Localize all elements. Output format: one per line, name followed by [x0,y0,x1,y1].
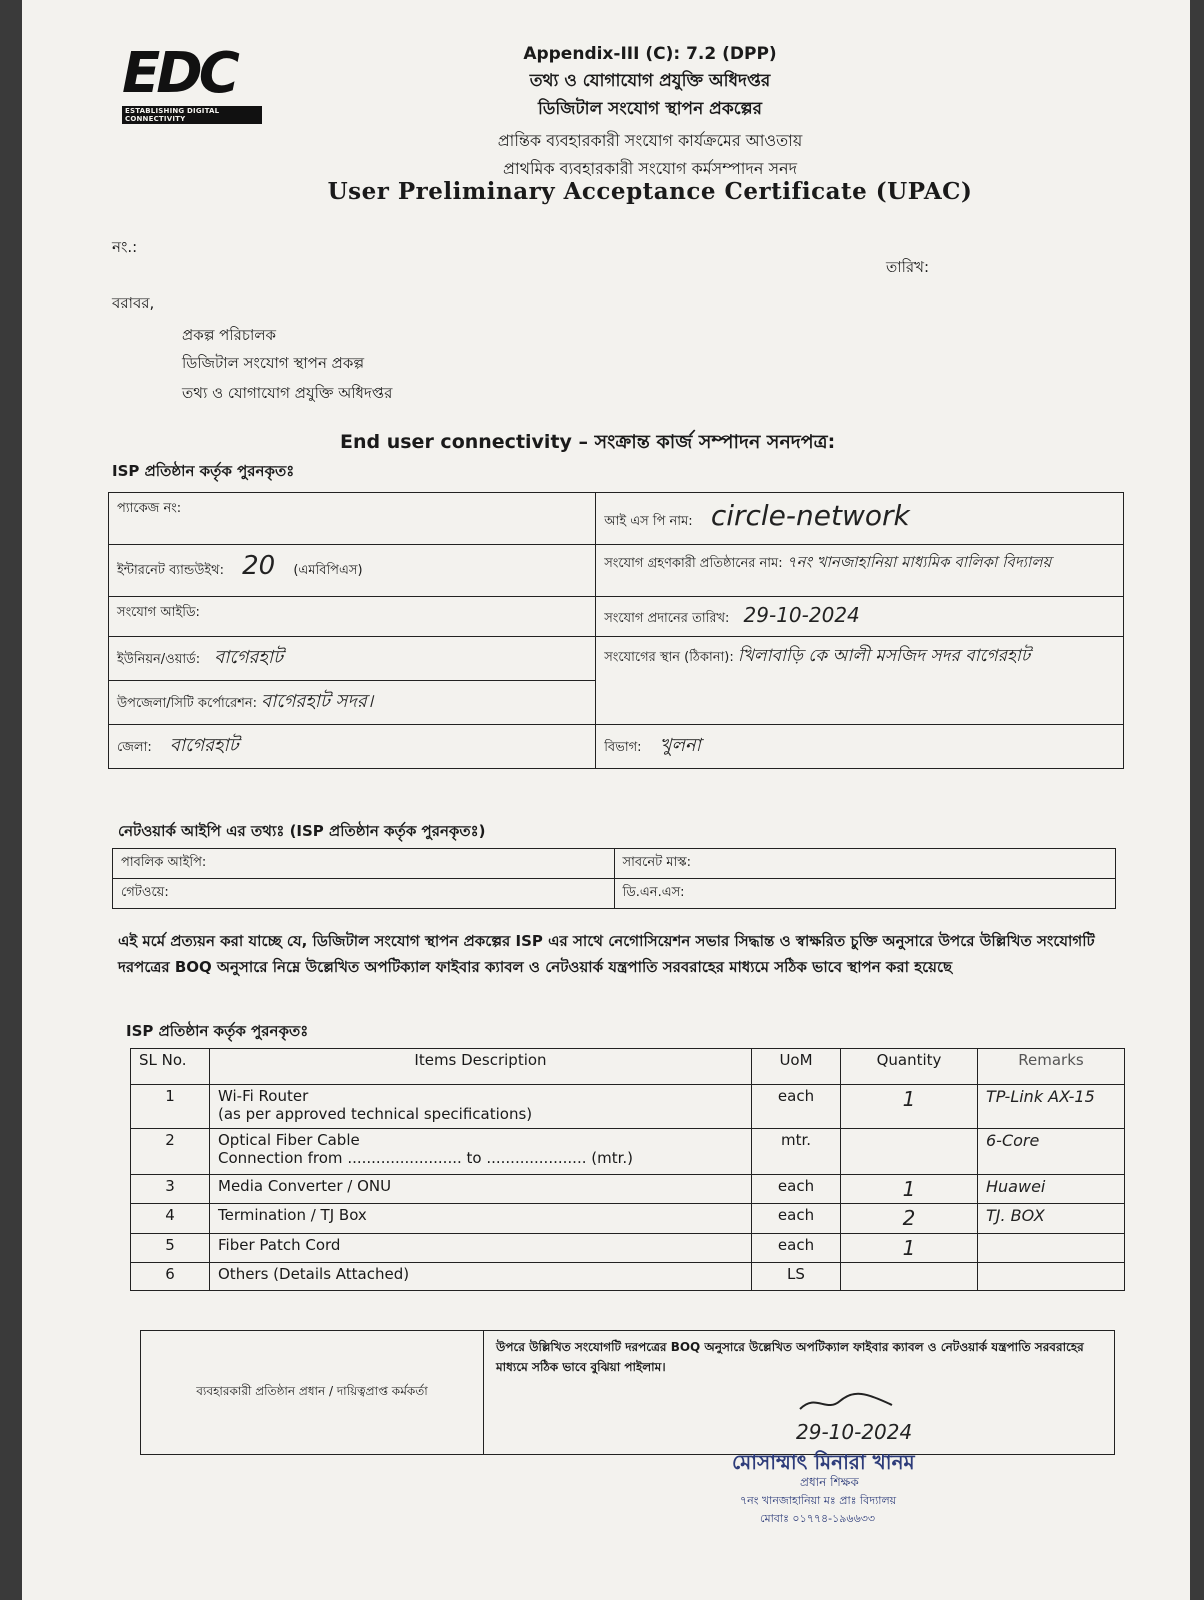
recipient-line-3: তথ্য ও যোগাযোগ প্রযুক্তি অধিদপ্তর [182,384,393,402]
district-cell [109,725,596,769]
address-label: সংযোগের স্থান (ঠিকানা): [604,650,734,665]
conn-id-label: সংযোগ আইডি: [117,605,200,620]
row-quantity: 1 [841,1175,978,1204]
union-label: ইউনিয়ন/ওয়ার্ড: [117,652,201,667]
col-uom: UoM [752,1049,841,1085]
public-ip-label: পাবলিক আইপি: [121,855,207,870]
gateway-label: গেটওয়ে: [121,885,169,900]
row-desc-main: Optical Fiber Cable [218,1131,360,1149]
address-cell [596,637,1124,725]
dns-cell [614,879,1116,909]
edc-logo [122,41,262,128]
header-line-4: প্রাথমিক ব্যবহারকারী সংযোগ কর্মসম্পাদন সনদ [503,159,797,178]
stamp-phone: মোবাঃ ০১৭৭৪-১৯৬৬৩৩ [760,1512,876,1525]
row-remarks: Huawei [978,1175,1125,1204]
table-row [131,1175,1125,1204]
bandwidth-cell [109,545,596,597]
receiver-label: সংযোগ গ্রহণকারী প্রতিষ্ঠানের নাম: [604,556,783,571]
signoff-table [140,1330,1115,1455]
isp-filled-label: ISP প্রতিষ্ঠান কর্তৃক পুরনকৃতঃ [112,462,295,480]
subnet-label: সাবনেট মাস্ক: [622,855,692,870]
header-line-2: ডিজিটাল সংযোগ স্থাপন প্রকল্পের [537,99,763,119]
table-row [131,1129,1125,1175]
row-sl: 1 [131,1085,210,1129]
col-remarks: Remarks [978,1049,1125,1085]
header-line-1: তথ্য ও যোগাযোগ প্রযুক্তি অধিদপ্তর [529,71,771,91]
row-sl: 4 [131,1204,210,1234]
union-value: বাগেরহাট [214,647,283,668]
row-description: Termination / TJ Box [210,1204,752,1234]
sign-date: 29-10-2024 [796,1420,913,1444]
col-description: Items Description [210,1049,752,1085]
package-label: প্যাকেজ নং: [117,501,182,516]
union-cell [109,637,596,681]
row-description [210,1085,752,1129]
package-cell [109,493,596,545]
table-row [131,1263,1125,1291]
dns-label: ডি.এন.এস: [622,885,685,900]
district-label: জেলা: [117,740,152,755]
subnet-cell [614,849,1116,879]
conn-date-cell [596,597,1124,637]
certification-paragraph: এই মর্মে প্রত্যয়ন করা যাচ্ছে যে, ডিজিটাল সংযোগ স্থাপন প্রকল্পের ISP এর সাথে নেগোসিয়েশন সভার সিদ্ধান্ত ও স্বাক্ষরিত চুক্তি অনুসারে উপরে উল্লিখিত সংযোগটি দরপত্রের BOQ অনুসারে নিম্নে উল্লেখিত অপটিক্যাল ফাইবার ক্যাবল ও নেটওয়ার্ক যন্ত্রপাতি সরবরাহের মাধ্যমে সঠিক ভাবে স্থাপন করা হয়েছে [118,932,1095,976]
row-quantity: 2 [841,1204,978,1234]
address-value: খিলাবাড়ি কে আলী মসজিদ সদর বাগেরহাট [737,646,1031,666]
division-value: খুলনা [659,735,701,756]
row-remarks [978,1263,1125,1291]
upazila-cell [109,681,596,725]
upazila-value: বাগেরহাট সদর। [261,691,374,712]
subject-line: End user connectivity – সংক্রান্ত কার্জ সম্পাদন সনদপত্র: [340,431,836,453]
recipient-line-1: প্রকল্প পরিচালক [182,326,277,344]
signoff-statement: উপরে উল্লিখিত সংযোগটি দরপত্রের BOQ অনুসারে উল্লেখিত অপটিক্যাল ফাইবার ক্যাবল ও নেটওয়ার্ক যন্ত্রপাতি সরবরাহের মাধ্যমে সঠিক ভাবে বুঝিয়া পাইলাম। [496,1340,1084,1374]
signoff-right-cell [484,1331,1115,1455]
row-description: Others (Details Attached) [210,1263,752,1291]
logo-text: EDC [122,41,236,106]
row-description [210,1129,752,1175]
row-uom: each [752,1204,841,1234]
row-sl: 5 [131,1234,210,1263]
col-quantity: Quantity [841,1049,978,1085]
district-value: বাগেরহাট [169,735,239,756]
bandwidth-value: 20 [242,551,276,581]
division-label: বিভাগ: [604,740,642,755]
row-sl: 6 [131,1263,210,1291]
table-row [131,1085,1125,1129]
items-table [130,1048,1125,1291]
network-table [112,848,1116,909]
row-quantity [841,1263,978,1291]
row-uom: mtr. [752,1129,841,1175]
items-filled-label: ISP প্রতিষ্ঠান কর্তৃক পুরনকৃতঃ [126,1022,309,1040]
logo-subtitle: ESTABLISHING DIGITAL CONNECTIVITY [122,106,262,124]
row-uom: each [752,1085,841,1129]
row-description: Media Converter / ONU [210,1175,752,1204]
header-line-3: প্রান্তিক ব্যবহারকারী সংযোগ কার্যক্রমের আওতায় [497,131,803,150]
date-label: তারিখ: [886,258,930,276]
row-quantity: 1 [841,1234,978,1263]
bandwidth-label: ইন্টারনেট ব্যান্ডউইথ: [117,563,224,578]
row-remarks: TJ. BOX [978,1204,1125,1234]
conn-date-value: 29-10-2024 [743,603,860,627]
row-desc-sub: (as per approved technical specifications) [218,1105,533,1123]
isp-name-cell [596,493,1124,545]
receiver-value: ৭নং খানজাহানিয়া মাধ্যমিক বালিকা বিদ্যালয় [786,553,1052,571]
table-row [131,1234,1125,1263]
row-sl: 2 [131,1129,210,1175]
col-sl: SL No. [131,1049,210,1085]
public-ip-cell [113,849,615,879]
row-desc-sub: Connection from ........................ to ..................... (mtr.) [218,1149,633,1167]
row-remarks: TP-Link AX-15 [978,1085,1125,1129]
row-uom: each [752,1175,841,1204]
appendix-label: Appendix-III (C): 7.2 (DPP) [523,44,777,64]
conn-date-label: সংযোগ প্রদানের তারিখ: [604,611,730,626]
connection-info-table [108,492,1124,769]
to-label: বরাবর, [112,294,155,312]
signoff-left-label: ব্যবহারকারী প্রতিষ্ঠান প্রধান / দায়িত্বপ্রাপ্ত কর্মকর্তা [196,1383,428,1398]
division-cell [596,725,1124,769]
bandwidth-unit: (এমবিপিএস) [293,563,363,578]
row-remarks: 6-Core [978,1129,1125,1175]
upazila-label: উপজেলা/সিটি কর্পোরেশন: [117,696,258,711]
signoff-left-cell [141,1331,484,1455]
ref-no-label: নং.: [112,238,138,256]
row-remarks [978,1234,1125,1263]
stamp-name: মোসাম্মাৎ মিনারা খানম [732,1450,915,1474]
row-quantity: 1 [841,1085,978,1129]
signature-scribble [796,1391,896,1415]
isp-name-label: আই এস পি নাম: [604,514,693,529]
isp-name-value: circle-network [710,499,910,532]
row-uom: each [752,1234,841,1263]
gateway-cell [113,879,615,909]
stamp-school: ৭নং খানজাহানিয়া মঃ প্রাঃ বিদ্যালয় [740,1494,897,1507]
row-uom: LS [752,1263,841,1291]
stamp-title: প্রধান শিক্ষক [800,1475,859,1489]
receiver-cell [596,545,1124,597]
conn-id-cell [109,597,596,637]
network-heading: নেটওয়ার্ক আইপি এর তথ্যঃ (ISP প্রতিষ্ঠান কর্তৃক পুরনকৃতঃ) [118,822,486,840]
row-desc-main: Wi-Fi Router [218,1087,309,1105]
row-description: Fiber Patch Cord [210,1234,752,1263]
recipient-line-2: ডিজিটাল সংযোগ স্থাপন প্রকল্প [182,354,365,372]
signature-mark [796,1391,1102,1444]
document-title: User Preliminary Acceptance Certificate (UPAC) [327,178,973,205]
row-quantity [841,1129,978,1175]
table-row [131,1204,1125,1234]
row-sl: 3 [131,1175,210,1204]
